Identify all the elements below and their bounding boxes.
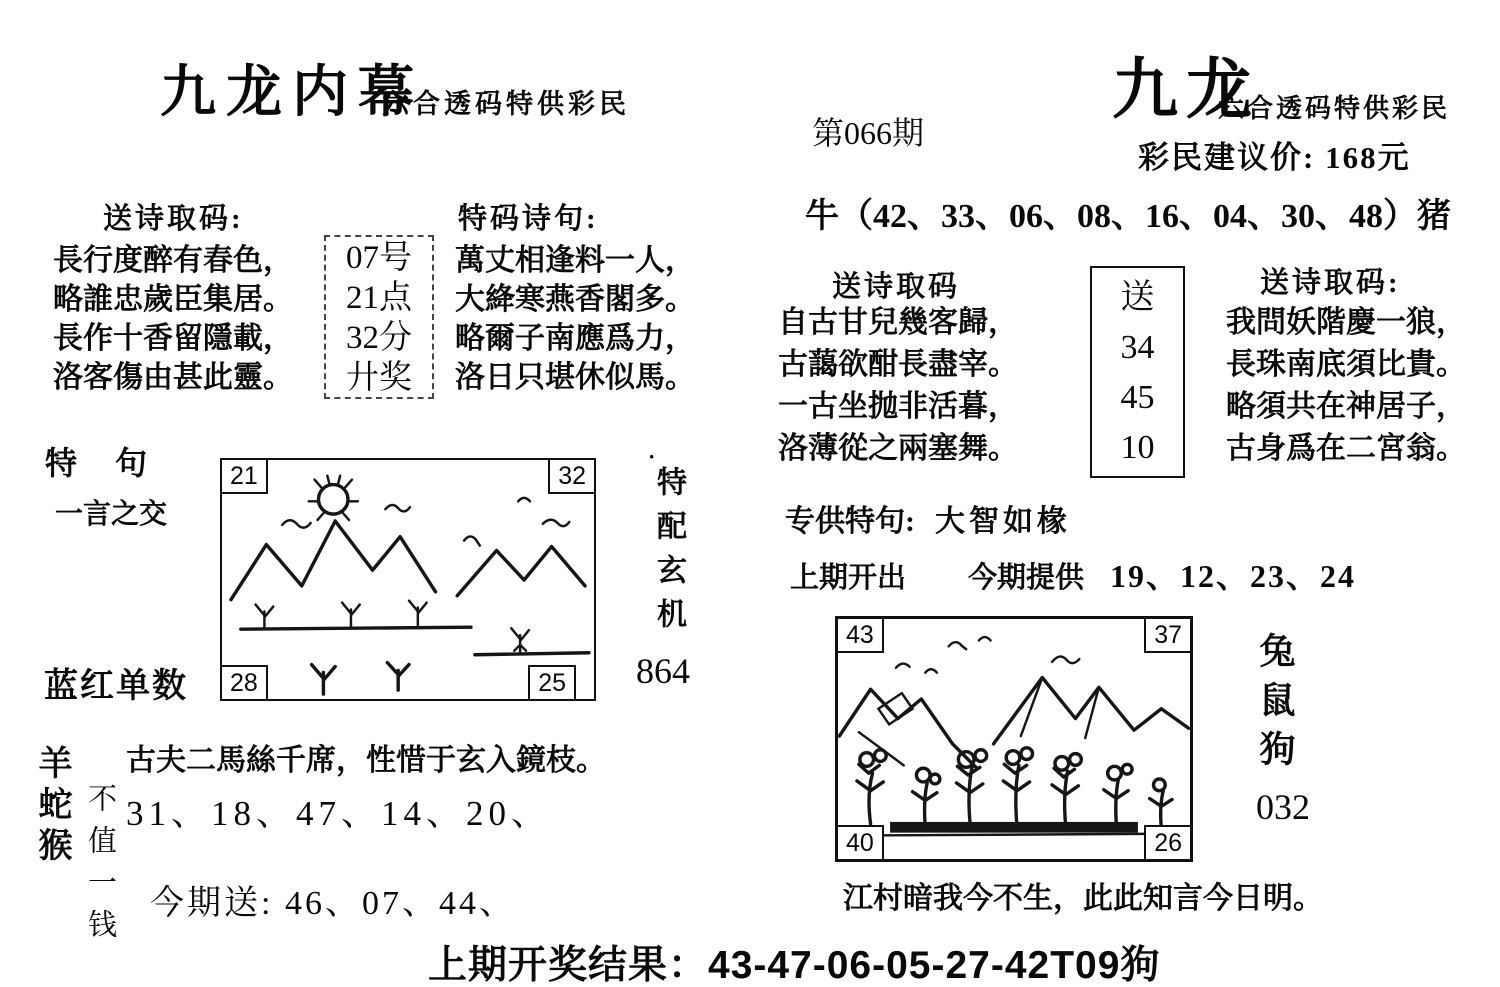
bird-icon xyxy=(282,520,311,527)
previous-result-line: 上期开奖结果：43-47-06-05-27-42T09狗 xyxy=(428,944,1161,987)
bird-icon xyxy=(385,505,410,511)
poem4-header: 送诗取码: xyxy=(1260,267,1401,299)
poem1-header: 送诗取码: xyxy=(103,203,244,235)
bird-icon xyxy=(464,536,480,545)
sprout xyxy=(312,665,336,695)
bird-icon xyxy=(1052,657,1079,664)
picture-corner-number: 40 xyxy=(836,825,884,861)
poem-line: 萬丈相逢料一人， xyxy=(455,244,695,277)
poem2-header: 特码诗句: xyxy=(458,203,599,235)
masthead-left-title: 九龙内幕 xyxy=(160,62,424,124)
poem3-header: 送诗取码 xyxy=(832,271,961,303)
poem-line: 大絳寒燕香閣多。 xyxy=(455,283,695,316)
poem-line: 長作十香留隱載， xyxy=(53,322,293,355)
poem-line: 洛客傷由甚此靈。 xyxy=(53,361,293,394)
mountain-slope xyxy=(1021,678,1099,738)
picture-corner-number: 43 xyxy=(836,617,884,653)
landscape-drawing xyxy=(222,460,594,699)
dot-mark: · xyxy=(648,444,656,469)
bottom-sentence: 古夫二馬絲千席，性惜于玄入鏡枝。 xyxy=(126,744,606,777)
draw-time-box xyxy=(324,235,434,399)
mystery-number: 864 xyxy=(636,651,690,691)
picture-corner-number: 37 xyxy=(1144,617,1192,653)
ground-line xyxy=(475,653,589,655)
poem1 xyxy=(53,241,293,397)
masthead-right-subtitle: 六合透码特供彩民 xyxy=(1218,94,1451,123)
gift-box-number: 34 xyxy=(1120,329,1155,366)
zodiac-column-left: 羊蛇猴 xyxy=(33,745,70,868)
right-landscape-sketch xyxy=(835,616,1193,862)
poem-line: 略誰忠歲臣集居。 xyxy=(53,283,293,316)
sprout xyxy=(256,605,274,630)
current-gift-numbers: 今期送: 46、07、44、 xyxy=(150,885,516,922)
flower-plant xyxy=(1052,754,1081,826)
poem-line: 長珠南底須比貴。 xyxy=(1226,348,1466,381)
poem-line: 古藹欲酣長盡宰。 xyxy=(778,348,1018,381)
poem-line: 略爾子南應爲力， xyxy=(455,322,695,355)
mountain-line xyxy=(457,547,585,596)
poem2 xyxy=(455,241,695,397)
picture-corner-number: 32 xyxy=(548,458,596,494)
masthead-right-title: 九龙 xyxy=(1112,54,1260,127)
bird-icon xyxy=(896,664,910,668)
worthless-column: 不值一钱 xyxy=(84,783,116,951)
masthead-left-subtitle: 六合透码特供彩民 xyxy=(382,89,630,119)
left-landscape-sketch xyxy=(220,458,596,701)
picture-corner-number: 21 xyxy=(220,458,268,494)
picture-corner-number: 28 xyxy=(220,665,268,701)
poem-line: 我問妖階慶一狼， xyxy=(1226,306,1466,339)
ground-line xyxy=(839,834,1188,836)
flower-plant xyxy=(1150,779,1172,828)
mountain-line xyxy=(231,521,436,600)
issue-number: 第066期 xyxy=(812,115,925,151)
poem-line: 長行度醉有春色， xyxy=(53,244,293,277)
flower-plant xyxy=(1104,764,1132,825)
zodiac-column-right: 兔鼠狗 xyxy=(1255,632,1295,779)
suggested-price: 彩民建议价: 168元 xyxy=(1138,140,1411,175)
zodiac-numbers-line: 牛（42、33、06、08、16、04、30、48）猪 xyxy=(805,198,1451,235)
picture-corner-number: 25 xyxy=(528,665,576,701)
ground-line xyxy=(241,627,471,629)
bird-icon xyxy=(518,498,530,501)
special-sentence-label: 特句 xyxy=(45,445,186,481)
poem-line: 自古甘兒幾客歸， xyxy=(778,306,1018,339)
gift-numbers-box xyxy=(1090,266,1185,478)
flower-plant xyxy=(1003,748,1032,826)
special-phrase-row xyxy=(785,496,1071,540)
draw-minute: 32分 xyxy=(346,320,412,356)
bird-icon xyxy=(949,642,967,649)
picture-caption: 江村暗我今不生，此此知言今日明。 xyxy=(843,882,1323,915)
recommended-numbers: 31、18、47、14、20、 xyxy=(126,794,552,833)
poem-line: 略須共在神居子， xyxy=(1226,390,1466,423)
sun-icon xyxy=(318,485,348,515)
sprout xyxy=(409,601,427,626)
bird-icon xyxy=(543,520,570,526)
poem-line: 一古坐抛非活暮， xyxy=(778,390,1018,423)
bird-icon xyxy=(925,669,937,672)
flower-plant xyxy=(913,768,940,826)
picture-corner-number: 26 xyxy=(1144,825,1192,861)
draw-label: 廾奖 xyxy=(346,360,412,396)
right-number: 032 xyxy=(1256,787,1310,827)
special-phrase-value: 大智如椽 xyxy=(935,505,1071,538)
poem3 xyxy=(778,302,1018,470)
sprout xyxy=(387,663,409,691)
draw-hour: 21点 xyxy=(346,280,412,316)
gift-box-number: 10 xyxy=(1120,429,1155,466)
gift-box-label: 送 xyxy=(1120,279,1155,316)
landscape-drawing xyxy=(838,619,1190,859)
sprout xyxy=(342,603,360,628)
special-phrase-label: 专供特句: xyxy=(785,505,915,538)
mystery-match-label: 特配玄机 xyxy=(652,466,685,642)
current-provide-numbers: 19、12、23、24 xyxy=(1110,558,1357,594)
poem-line: 洛日只堪休似馬。 xyxy=(455,361,695,394)
flower-plant xyxy=(857,750,886,824)
blue-red-odd-label: 蓝红单数 xyxy=(44,668,188,705)
draw-number: 07号 xyxy=(346,240,412,276)
poem4 xyxy=(1226,302,1466,470)
gift-box-number: 45 xyxy=(1120,379,1155,416)
previous-draw-label: 上期开出 xyxy=(790,562,907,594)
special-sentence-value: 一言之交 xyxy=(55,499,168,530)
ground-bar xyxy=(890,822,1138,833)
poem-line: 洛薄從之兩塞舞。 xyxy=(778,432,1018,465)
provide-row xyxy=(790,551,1356,597)
bird-icon xyxy=(979,637,991,640)
sprout xyxy=(511,628,529,653)
current-provide-label: 今期提供 xyxy=(968,562,1085,594)
poem-line: 古身爲在二宮翁。 xyxy=(1226,432,1466,465)
